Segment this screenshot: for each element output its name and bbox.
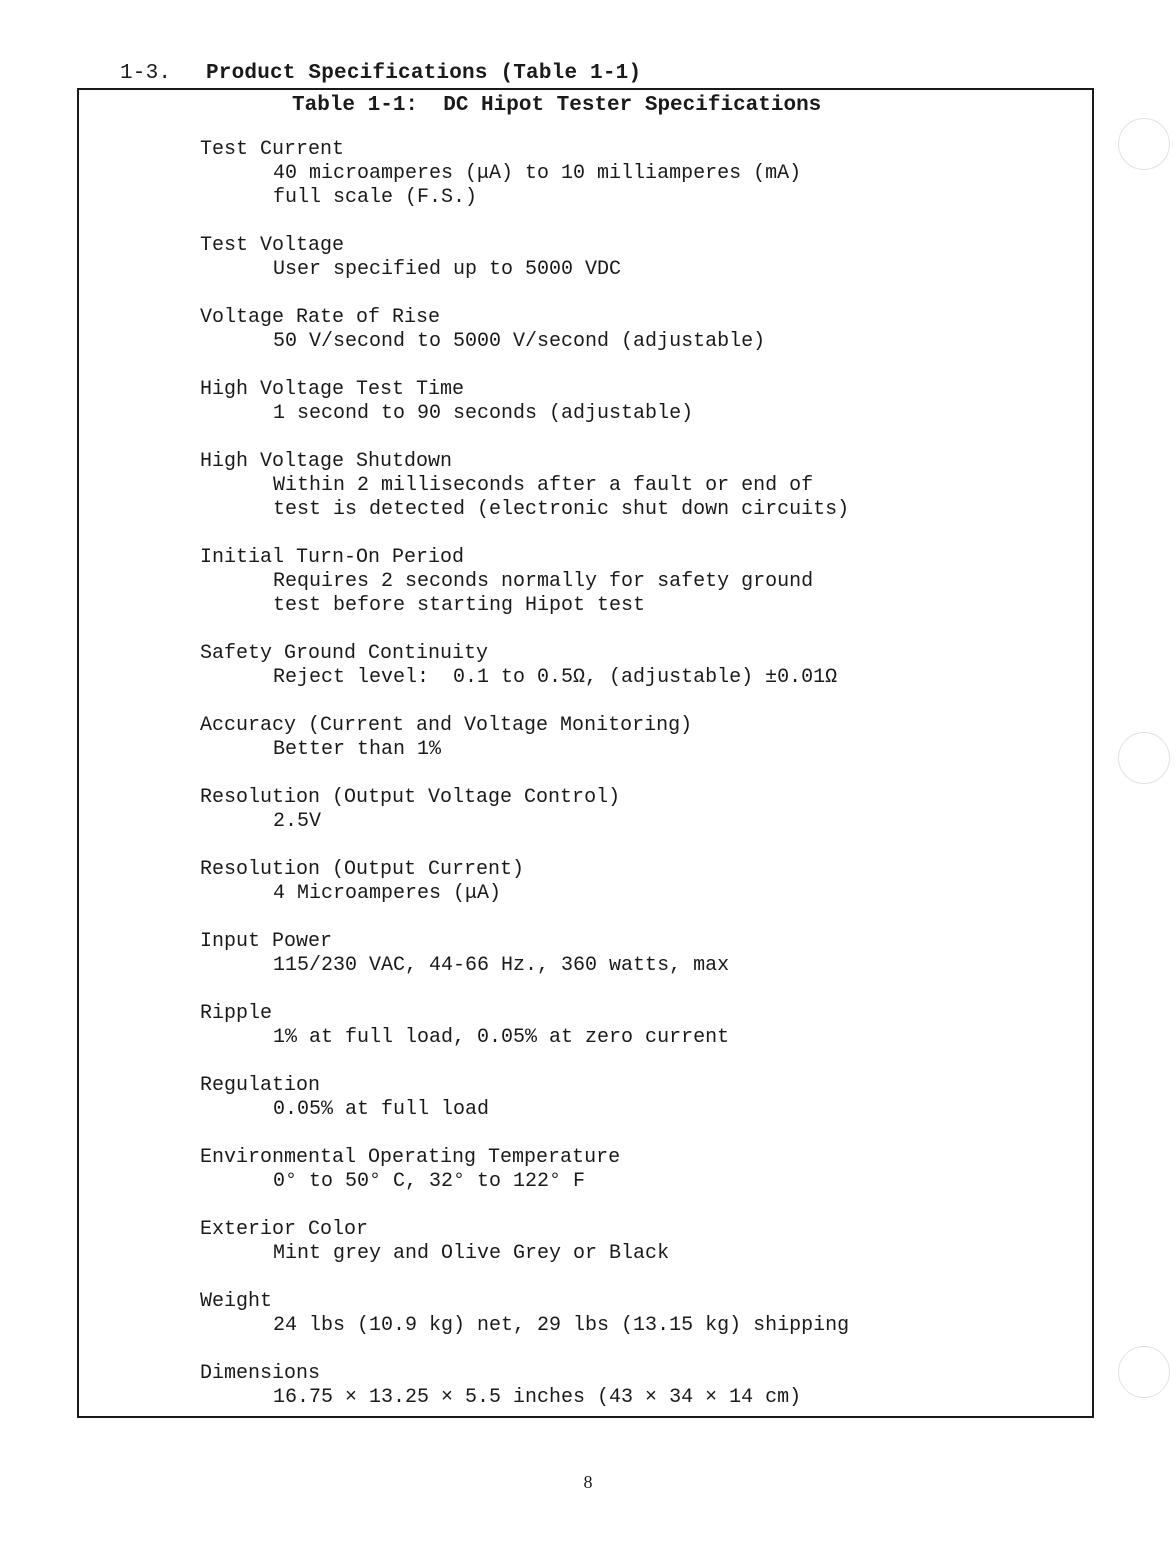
spec-label: Accuracy (Current and Voltage Monitoring) [200, 714, 693, 737]
spec-value: Within 2 milliseconds after a fault or end of test is detected (electronic shut down circuits) [273, 474, 850, 521]
spec-label: Environmental Operating Temperature [200, 1146, 621, 1169]
spec-high-voltage-shutdown [200, 450, 980, 522]
spec-dimensions [200, 1362, 980, 1410]
spec-safety-ground-continuity [200, 642, 980, 690]
spec-value: 115/230 VAC, 44-66 Hz., 360 watts, max [273, 954, 730, 977]
spec-value: 40 microamperes (μA) to 10 milliamperes (mA) full scale (F.S.) [273, 162, 802, 209]
spec-test-voltage [200, 234, 980, 282]
spec-resolution-current [200, 858, 980, 906]
spec-accuracy [200, 714, 980, 762]
spec-value: 0.05% at full load [273, 1098, 490, 1121]
spec-list [200, 138, 980, 1434]
spec-label: Voltage Rate of Rise [200, 306, 441, 329]
spec-value: 1% at full load, 0.05% at zero current [273, 1026, 730, 1049]
spec-initial-turn-on-period [200, 546, 980, 618]
spec-high-voltage-test-time [200, 378, 980, 426]
spec-value: Reject level: 0.1 to 0.5Ω, (adjustable) ±0.01Ω [273, 666, 838, 689]
spec-label: Exterior Color [200, 1218, 369, 1241]
spec-resolution-voltage [200, 786, 980, 834]
spec-operating-temperature [200, 1146, 980, 1194]
spec-test-current [200, 138, 980, 210]
binder-hole [1118, 118, 1170, 170]
spec-label: Test Current [200, 138, 345, 161]
spec-label: Resolution (Output Voltage Control) [200, 786, 621, 809]
spec-value: Mint grey and Olive Grey or Black [273, 1242, 670, 1265]
binder-hole [1118, 732, 1170, 784]
spec-label: High Voltage Test Time [200, 378, 465, 401]
section-title: Product Specifications (Table 1-1) [206, 62, 642, 85]
spec-label: Dimensions [200, 1362, 321, 1385]
spec-value: User specified up to 5000 VDC [273, 258, 622, 281]
page-number: 8 [583, 1472, 593, 1492]
spec-value: Requires 2 seconds normally for safety ground test before starting Hipot test [273, 570, 814, 617]
spec-value: 0° to 50° C, 32° to 122° F [273, 1170, 586, 1193]
spec-value: 24 lbs (10.9 kg) net, 29 lbs (13.15 kg) shipping [273, 1314, 850, 1337]
section-heading [120, 62, 641, 85]
spec-voltage-rate-of-rise [200, 306, 980, 354]
spec-exterior-color [200, 1218, 980, 1266]
spec-regulation [200, 1074, 980, 1122]
spec-value: Better than 1% [273, 738, 442, 761]
spec-label: Resolution (Output Current) [200, 858, 525, 881]
spec-label: Ripple [200, 1002, 273, 1025]
spec-label: Safety Ground Continuity [200, 642, 489, 665]
spec-label: Test Voltage [200, 234, 345, 257]
spec-ripple [200, 1002, 980, 1050]
spec-label: High Voltage Shutdown [200, 450, 453, 473]
spec-label: Regulation [200, 1074, 321, 1097]
spec-label: Weight [200, 1290, 273, 1313]
spec-value: 50 V/second to 5000 V/second (adjustable) [273, 330, 766, 353]
spec-value: 2.5V [273, 810, 322, 833]
spec-label: Input Power [200, 930, 333, 953]
spec-value: 1 second to 90 seconds (adjustable) [273, 402, 694, 425]
spec-weight [200, 1290, 980, 1338]
section-number: 1-3. [120, 62, 172, 85]
spec-input-power [200, 930, 980, 978]
spec-value: 4 Microamperes (μA) [273, 882, 502, 905]
binder-hole [1118, 1346, 1170, 1398]
spec-value: 16.75 × 13.25 × 5.5 inches (43 × 34 × 14 cm) [273, 1386, 802, 1409]
spec-label: Initial Turn-On Period [200, 546, 465, 569]
table-title: Table 1-1: DC Hipot Tester Specifications [292, 94, 822, 117]
